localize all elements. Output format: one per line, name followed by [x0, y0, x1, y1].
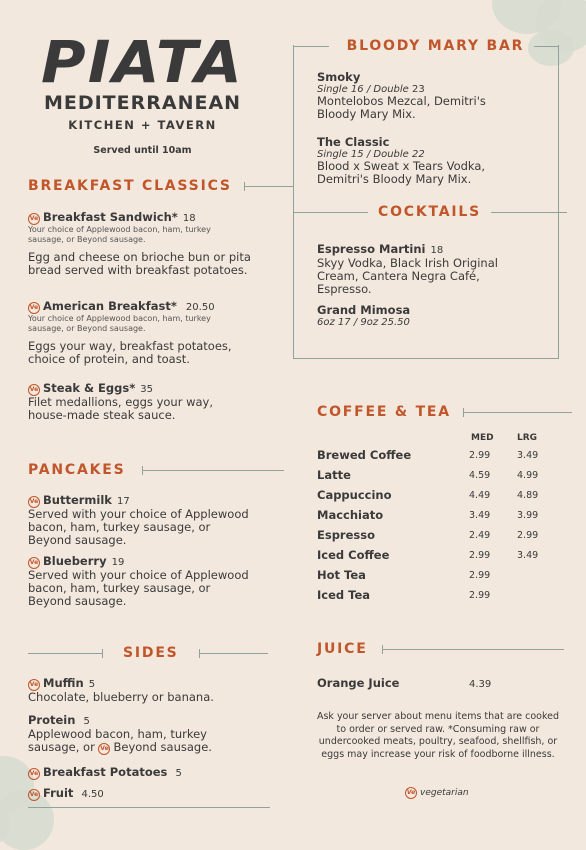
section-title-text: COCKTAILS — [378, 204, 482, 220]
item-note: Your choice of Applewood bacon, ham, turkey sausage, or Beyond sausage. — [28, 314, 211, 333]
item-description: Served with your choice of Applewood bacon, ham, turkey sausage, or Beyond sausage. — [28, 507, 249, 547]
section-title-text: JUICE — [317, 641, 368, 657]
table-row: Cappuccino 4.49 4.89 — [317, 488, 539, 502]
item-description: Applewood bacon, ham, turkey sausage, or Ve Beyond sausage. — [28, 727, 212, 754]
section-title-text: COFFEE & TEA — [317, 404, 451, 420]
table-row: Hot Tea 2.99 — [317, 568, 491, 582]
logo-name: PIATA — [40, 28, 245, 96]
logo-tagline: KITCHEN + TAVERN — [68, 118, 217, 132]
menu-item-muffin: Ve Muffin 5 Chocolate, blueberry or banana. — [28, 672, 268, 704]
menu-item-espresso-martini: Espresso Martini 18 Skyy Vodka, Black Irish Original Cream, Cantera Negra Café, Espresso. — [317, 238, 547, 296]
section-title-juice — [317, 641, 564, 657]
section-title-breakfast — [28, 178, 293, 194]
table-row: Iced Tea 2.99 — [317, 588, 491, 602]
vegetarian-icon: Ve — [98, 743, 110, 755]
logo — [40, 28, 245, 156]
item-description: Skyy Vodka, Black Irish Original Cream, Cantera Negra Café, Espresso. — [317, 256, 498, 296]
coffee-tea-table — [317, 431, 565, 605]
sides-bottom-rule — [28, 807, 270, 808]
logo-subtitle: MEDITERRANEAN — [43, 92, 242, 114]
vegetarian-icon: Ve — [28, 679, 40, 691]
section-title-text: PANCAKES — [28, 462, 126, 478]
table-row: Latte 4.59 4.99 — [317, 468, 539, 482]
table-row: Iced Coffee 2.99 3.49 — [317, 548, 539, 562]
section-title-sides — [28, 645, 268, 661]
table-header — [317, 431, 565, 445]
section-title-cocktails — [293, 204, 567, 220]
menu-item-grand-mimosa: Grand Mimosa 6oz 17 / 9oz 25.50 — [317, 303, 547, 328]
column-header-med: MED — [471, 433, 494, 443]
item-description: Montelobos Mezcal, Demitri's Bloody Mary Mix. — [317, 94, 486, 121]
item-description: Eggs your way, breakfast potatoes, choice of protein, and toast. — [28, 339, 232, 366]
vegetarian-icon: Ve — [28, 384, 40, 396]
menu-item-protein: Protein 5 Applewood bacon, ham, turkey sausage, or Ve Beyond sausage. — [28, 709, 268, 755]
item-note: Your choice of Applewood bacon, ham, turkey sausage, or Beyond sausage. — [28, 225, 211, 244]
vegetarian-icon: Ve — [28, 496, 40, 508]
item-description: Egg and cheese on brioche bun or pita bread served with breakfast potatoes. — [28, 250, 251, 277]
item-description: Filet medallions, eggs your way, house-made steak sauce. — [28, 395, 213, 422]
section-title-coffee-tea — [317, 404, 572, 420]
vegetarian-legend: Ve vegetarian — [406, 788, 469, 798]
item-sizes: Single 16 / Double 23 — [317, 84, 425, 95]
item-description: Chocolate, blueberry or banana. — [28, 690, 214, 704]
section-title-text: SIDES — [123, 645, 179, 661]
section-title-bloody-mary — [293, 38, 559, 54]
menu-item-smoky: Smoky Single 16 / Double 23 Montelobos Mezcal, Demitri's Bloody Mary Mix. — [317, 70, 547, 121]
table-row: Espresso 2.49 2.99 — [317, 528, 539, 542]
menu-item-the-classic: The Classic Single 15 / Double 22 Blood x Sweat x Tears Vodka, Demitri's Bloody Mary Mix. — [317, 135, 547, 186]
vegetarian-icon: Ve — [28, 789, 40, 801]
item-sizes: Single 15 / Double 22 — [317, 149, 425, 160]
menu-item-american-breakfast: Ve American Breakfast* 20.50 Your choice of Applewood bacon, ham, turkey sausage, or Beyond sausage. Eggs your way, breakfast potatoes, choice of protein, and toast. — [28, 295, 268, 366]
section-title-text: BREAKFAST CLASSICS — [28, 178, 232, 194]
section-title-text: BLOODY MARY BAR — [346, 38, 525, 54]
menu-item-blueberry: Ve Blueberry 19 Served with your choice of Applewood bacon, ham, turkey sausage, or Beyond sausage. — [28, 550, 268, 608]
vegetarian-icon: Ve — [28, 557, 40, 569]
item-description: Served with your choice of Applewood bacon, ham, turkey sausage, or Beyond sausage. — [28, 568, 249, 608]
vegetarian-icon: Ve — [28, 768, 40, 780]
item-description: Blood x Sweat x Tears Vodka, Demitri's Bloody Mary Mix. — [317, 159, 486, 186]
menu-item-orange-juice: Orange Juice 4.39 — [317, 676, 492, 690]
vegetarian-icon: Ve — [28, 302, 40, 314]
section-title-pancakes — [28, 462, 284, 478]
menu-item-breakfast-potatoes: Ve Breakfast Potatoes 5 — [29, 765, 182, 779]
table-row: Brewed Coffee 2.99 3.49 — [317, 448, 539, 462]
vegetarian-icon: Ve — [28, 213, 40, 225]
table-row: Macchiato 3.49 3.99 — [317, 508, 539, 522]
vegetarian-icon: Ve — [405, 787, 417, 799]
item-sizes: 6oz 17 / 9oz 25.50 — [317, 317, 410, 328]
menu-item-buttermilk: Ve Buttermilk 17 Served with your choice of Applewood bacon, ham, turkey sausage, or Beyond sausage. — [28, 489, 268, 547]
served-until: Served until 10am — [93, 145, 192, 156]
raw-food-notice: Ask your server about menu items that are cooked to order or served raw. *Consuming raw or undercooked meats, poultry, seafood, shellfish, or eggs may increase your risk of foodborne illness. — [316, 711, 560, 760]
menu-item-breakfast-sandwich: Ve Breakfast Sandwich* 18 Your choice of Applewood bacon, ham, turkey sausage, or Beyond sausage. Egg and cheese on brioche bun or pita bread served with breakfast potatoes. — [28, 206, 268, 277]
column-header-lrg: LRG — [517, 433, 538, 443]
menu-item-fruit: Ve Fruit 4.50 — [29, 786, 104, 800]
menu-item-steak-eggs: Ve Steak & Eggs* 35 Filet medallions, eggs your way, house-made steak sauce. — [28, 377, 268, 422]
